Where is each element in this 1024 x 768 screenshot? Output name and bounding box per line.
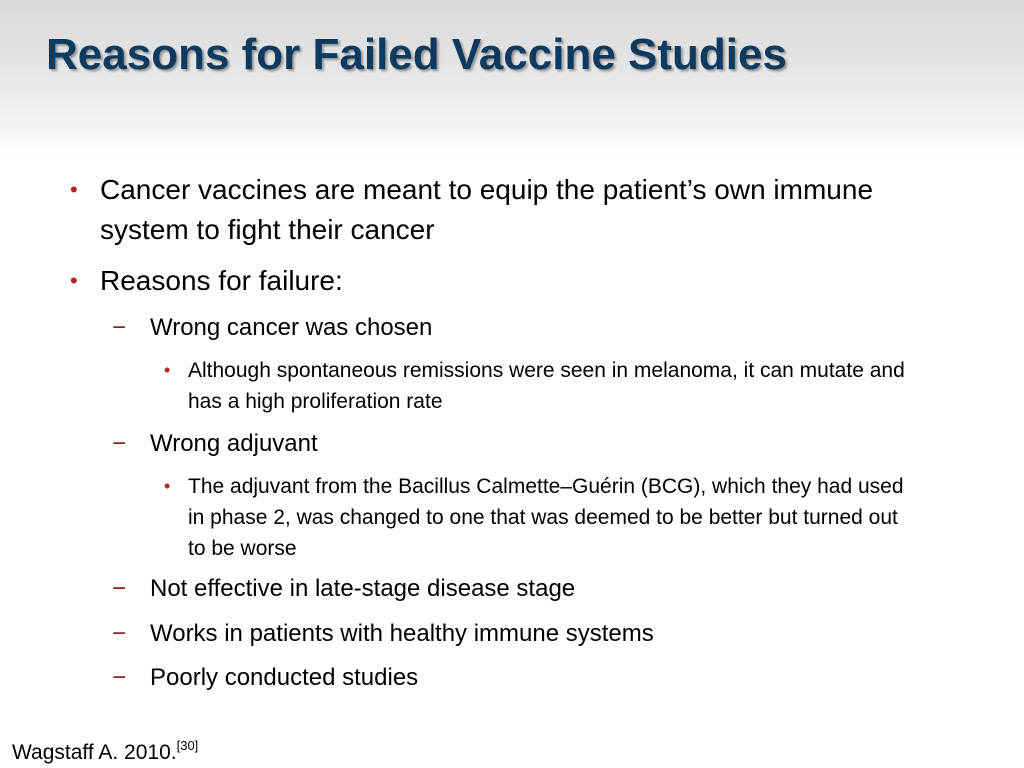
sub-bullet-text: Wrong cancer was chosen (150, 314, 433, 341)
bullet-item (70, 261, 930, 301)
bullet-text: Reasons for failure: (100, 265, 343, 296)
citation (12, 738, 198, 765)
sub-bullet-text: Wrong adjuvant (150, 430, 318, 457)
sub-bullet-text: Works in patients with healthy immune systems (150, 620, 654, 647)
detail-bullet-text: Although spontaneous remissions were seen in melanoma, it can mutate and has a high proliferation rate (188, 359, 905, 413)
sub-bullet-item (112, 312, 930, 344)
sub-bullet-item (112, 618, 930, 650)
detail-bullet-item (164, 355, 908, 417)
sub-bullet-item (112, 662, 930, 694)
dash-marker: − (112, 575, 127, 602)
slide-title: Reasons for Failed Vaccine Studies (46, 30, 787, 79)
bullet-text: Cancer vaccines are meant to equip the patient’s own immune system to fight their cancer (100, 174, 874, 245)
sub-bullet-text: Poorly conducted studies (150, 664, 419, 691)
citation-ref: [30] (176, 738, 199, 753)
citation-text: Wagstaff A. 2010. (12, 741, 177, 764)
dash-marker: − (112, 620, 127, 647)
detail-bullet-text: The adjuvant from the Bacillus Calmette–Guérin (BCG), which they had used in phase 2, was changed to one that was deemed to be better but turned out to be worse (188, 475, 904, 560)
bullet-marker: • (164, 476, 171, 496)
sub-bullet-item (112, 428, 930, 460)
bullet-marker: • (164, 360, 171, 380)
dash-marker: − (112, 664, 127, 691)
bullet-marker: • (70, 177, 78, 202)
sub-bullet-text: Not effective in late-stage disease stage (150, 575, 576, 602)
bullet-marker: • (70, 268, 78, 293)
dash-marker: − (112, 430, 127, 457)
sub-bullet-item (112, 573, 930, 605)
header-band (0, 0, 1024, 160)
dash-marker: − (112, 314, 127, 341)
bullet-item (70, 170, 930, 250)
detail-bullet-item (164, 471, 908, 564)
